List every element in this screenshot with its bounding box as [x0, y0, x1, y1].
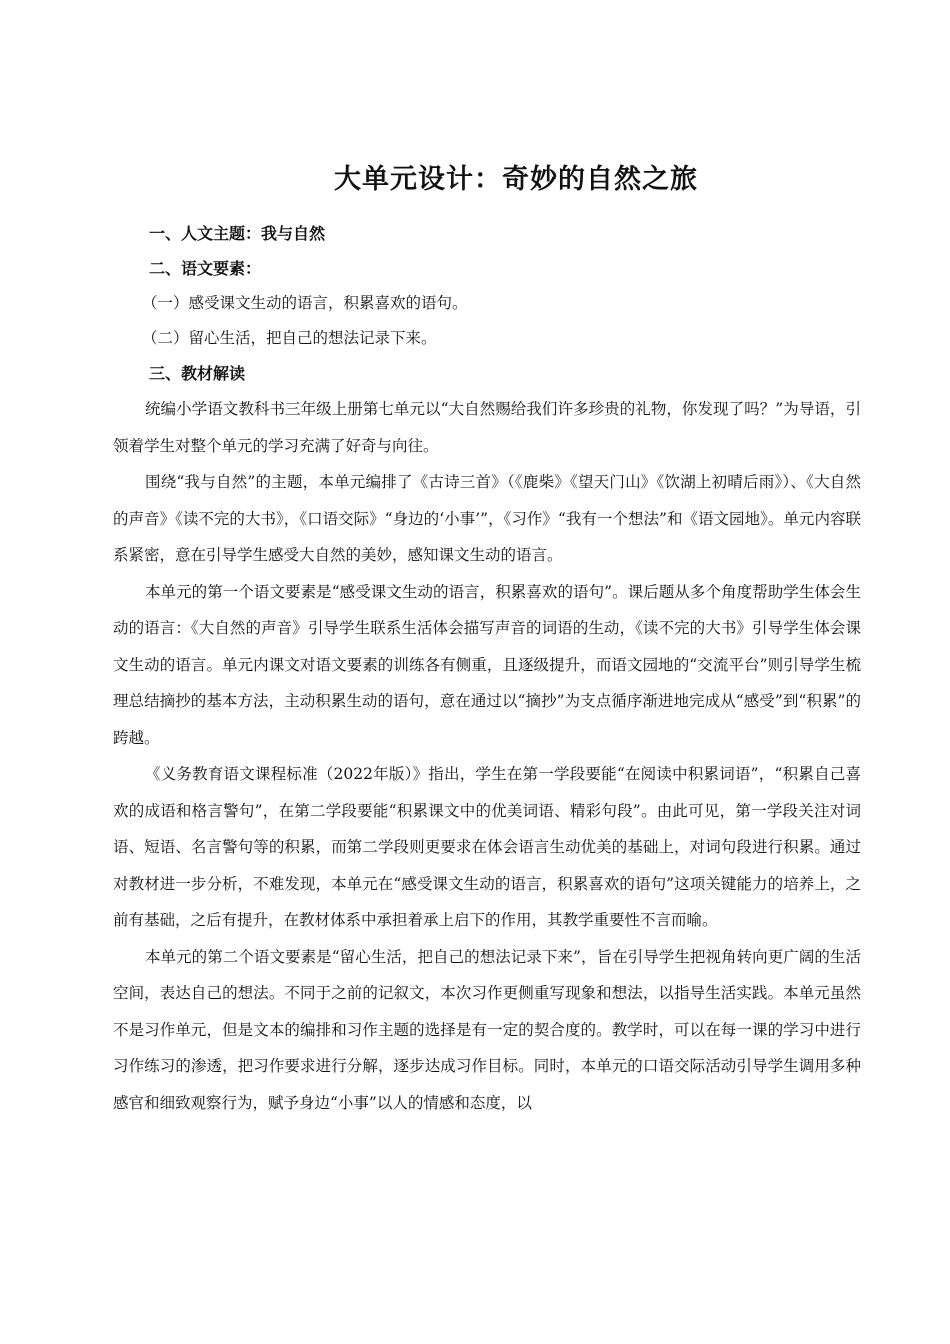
page-title: 大单元设计：奇妙的自然之旅 [334, 164, 698, 195]
element-item-1: （一）感受课文生动的语言，积累喜欢的语句。 [142, 294, 468, 312]
body-paragraph: 围绕“我与自然”的主题，本单元编排了《古诗三首》（《鹿柴》《望天门山》《饮湖上初晴后雨》）、《大自然的声音》《读不完的大书》，《口语交际》“身边的‘小事’”，《习作》“我有一个想法”和《语文园地》。单元内容联系紧密，意在引导学生感受大自然的美妙，感知课文生动的语言。 [113, 473, 861, 564]
body-paragraph: 本单元的第二个语文要素是“留心生活，把自己的想法记录下来”，旨在引导学生把视角转向更广阔的生活空间，表达自己的想法。不同于之前的记叙文，本次习作更侧重写现象和想法，以指导生活实践。本单元虽然不是习作单元，但是文本的编排和习作主题的选择是有一定的契合度的。教学时，可以在每一课的学习中进行习作练习的渗透，把习作要求进行分解，逐步达成习作目标。同时，本单元的口语交际活动引导学生调用多种感官和细致观察行为，赋予身边“小事”以人的情感和态度，以 [113, 947, 861, 1112]
body-paragraph: 《义务教育语文课程标准（2022年版）》指出，学生在第一学段要能“在阅读中积累词语”，“积累自己喜欢的成语和格言警句”，在第二学段要能“积累课文中的优美词语、精彩句段”。由此可见，第一学段关注对词语、短语、名言警句等的积累，而第二学段则更要求在体会语言生动优美的基础上，对词句段进行积累。通过对教材进一步分析，不难发现，本单元在“感受课文生动的语言，积累喜欢的语句”这项关键能力的培养上，之前有基础，之后有提升，在教材体系中承担着承上启下的作用，其教学重要性不言而喻。 [113, 765, 861, 929]
section-heading-elements: 二、语文要素： [149, 259, 262, 278]
body-paragraph: 统编小学语文教科书三年级上册第七单元以“大自然赐给我们许多珍贵的礼物，你发现了吗？”为导语，引领着学生对整个单元的学习充满了好奇与向往。 [113, 400, 861, 455]
section-heading-theme: 一、人文主题：我与自然 [149, 224, 326, 243]
element-item-2: （二）留心生活，把自己的想法记录下来。 [142, 329, 437, 347]
document-body [113, 216, 861, 1121]
body-paragraph: 本单元的第一个语文要素是“感受课文生动的语言，积累喜欢的语句”。课后题从多个角度帮助学生体会生动的语言：《大自然的声音》引导学生联系生活体会描写声音的词语的生动，《读不完的大书》引导学生体会课文生动的语言。单元内课文对语文要素的训练各有侧重，且逐级提升，而语文园地的“交流平台”则引导学生梳理总结摘抄的基本方法，主动积累生动的语句，意在通过以“摘抄”为支点循序渐进地完成从“感受”到“积累”的跨越。 [113, 582, 861, 747]
section-heading-analysis: 三、教材解读 [149, 364, 246, 383]
